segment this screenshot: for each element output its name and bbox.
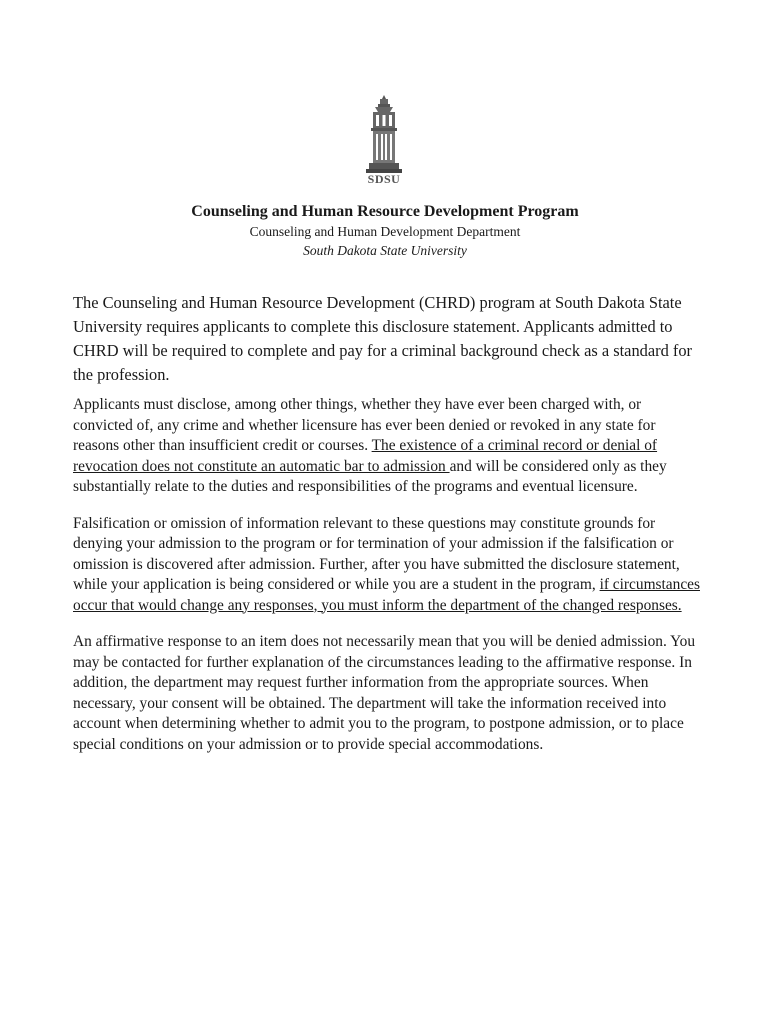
document-heading bbox=[0, 202, 770, 260]
sdsu-logo bbox=[356, 94, 412, 194]
document-body bbox=[73, 291, 703, 771]
intro-paragraph: The Counseling and Human Resource Development (CHRD) program at South Dakota State University requires applicants to complete this disclosure statement. Applicants admitted to CHRD will be required to complete and pay for a criminal background check as a standard for the profession. bbox=[73, 293, 692, 384]
university-name: South Dakota State University bbox=[303, 243, 467, 258]
affirmative-response-paragraph: An affirmative response to an item does not necessarily mean that you will be denied admission. You may be contacted for further explanation of the circumstances leading to the affirmative response. In addition, the department may request further information from the appropriate sources. When necessary, your consent will be obtained. The department will take the information received into account when determining whether to admit you to the program, to postpone admission, or to place special conditions on your admission or to provide special accommodations. bbox=[73, 633, 696, 753]
falsification-underlined-text: if circumstances occur that would change any responses, you must inform the department of the changed responses. bbox=[73, 576, 700, 614]
logo-wordmark: SDSU bbox=[367, 172, 401, 186]
disclosure-text-end: and will be considered only as they substantially relate to the duties and responsibilities of the programs and eventual licensure. bbox=[73, 457, 667, 495]
disclosure-paragraph bbox=[73, 395, 703, 498]
falsification-paragraph bbox=[73, 514, 703, 617]
program-title: Counseling and Human Resource Development Program bbox=[191, 203, 579, 220]
disclosure-underlined-text: The existence of a criminal record or denial of revocation does not constitute an automatic bar to admission bbox=[73, 437, 658, 475]
falsification-text: Falsification or omission of information relevant to these questions may constitute grounds for denying your admission to the program or for termination of your admission if the falsification or omission is discovered after admission. Further, after you have submitted the disclosure statement, while your application is being considered or while you are a student in the program, bbox=[73, 514, 680, 593]
department-name: Counseling and Human Development Department bbox=[249, 224, 521, 239]
disclosure-text: Applicants must disclose, among other things, whether they have ever been charged with, or convicted of, any crime and whether licensure has ever been denied or revoked in any state for reasons other than insufficient credit or courses. bbox=[73, 396, 656, 454]
campanile-tower-icon bbox=[356, 94, 412, 174]
